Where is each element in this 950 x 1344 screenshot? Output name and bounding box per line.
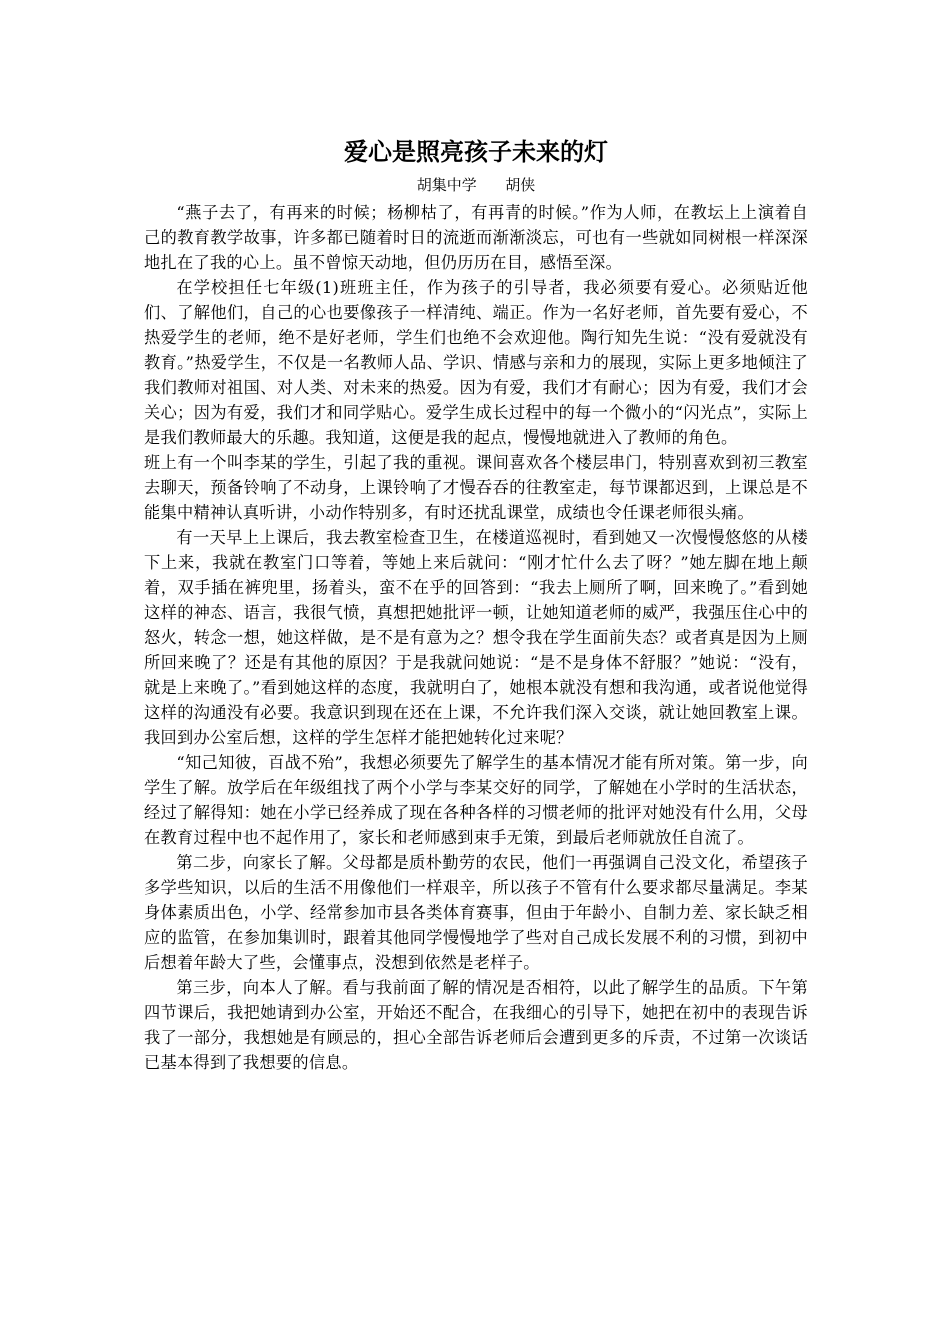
- paragraph: “燕子去了，有再来的时候；杨柳枯了，有再青的时候。”作为人师，在教坛上上演着自己的教育教学故事，许多都已随着时日的流逝而渐渐淡忘，可也有一些就如同树根一样深深地扎在了我的心上。虽不曾惊天动地，但仍历历在目，感悟至深。: [144, 203, 808, 272]
- author-byline: 胡集中学 胡侠: [416, 176, 536, 194]
- paragraph: 班上有一个叫李某的学生，引起了我的重视。课间喜欢各个楼层串门，特别喜欢到初三教室去聊天，预备铃响了不动身，上课铃响了才慢吞吞的往教室走，每节课都迟到，上课总是不能集中精神认真听讲，小动作特别多，有时还扰乱课堂，成绩也令任课老师很头痛。: [144, 453, 808, 522]
- paragraph: 第三步，向本人了解。看与我前面了解的情况是否相符，以此了解学生的品质。下午第四节课后，我把她请到办公室，开始还不配合，在我细心的引导下，她把在初中的表现告诉我了一部分，我想她是有顾忌的，担心全部告诉老师后会遭到更多的斥责，不过第一次谈话已基本得到了我想要的信息。: [144, 978, 808, 1072]
- paragraph: 在学校担任七年级(1)班班主任，作为孩子的引导者，我必须要有爱心。必须贴近他们、了解他们，自己的心也要像孩子一样清纯、端正。作为一名好老师，首先要有爱心，不热爱学生的老师，绝不是好老师，学生们也绝不会欢迎他。陶行知先生说：“没有爱就没有教育。”热爱学生，不仅是一名教师人品、学识、情感与亲和力的展现，实际上更多地倾注了我们教师对祖国、对人类、对未来的热爱。因为有爱，我们才有耐心；因为有爱，我们才会关心；因为有爱，我们才和同学贴心。爱学生成长过程中的每一个微小的“闪光点”，实际上是我们教师最大的乐趣。我知道，这便是我的起点，慢慢地就进入了教师的角色。: [144, 278, 808, 447]
- document-page: [144, 132, 808, 1075]
- paragraph: “知己知彼，百战不殆”，我想必须要先了解学生的基本情况才能有所对策。第一步，向学生了解。放学后在年级组找了两个小学与李某交好的同学，了解她在小学时的生活状态，经过了解得知：她在小学已经养成了现在各种各样的习惯老师的批评对她没有什么用，父母在教育过程中也不起作用了，家长和老师感到束手无策，到最后老师就放任自流了。: [144, 753, 808, 847]
- paragraph: 第二步，向家长了解。父母都是质朴勤劳的农民，他们一再强调自己没文化，希望孩子多学些知识，以后的生活不用像他们一样艰辛，所以孩子不管有什么要求都尽量满足。李某身体素质出色，小学、经常参加市县各类体育赛事，但由于年龄小、自制力差、家长缺乏相应的监管，在参加集训时，跟着其他同学慢慢地学了些对自己成长发展不利的习惯，到初中后想着年龄大了些，会懂事点，没想到依然是老样子。: [144, 853, 808, 972]
- paragraph: 有一天早上上课后，我去教室检查卫生，在楼道巡视时，看到她又一次慢慢悠悠的从楼下上来，我就在教室门口等着，等她上来后就问：“刚才忙什么去了呀？”她左脚在地上颠着，双手插在裤兜里，扬着头，蛮不在乎的回答到：“我去上厕所了啊，回来晚了。”看到她这样的神态、语言，我很气愤，真想把她批评一顿，让她知道老师的威严，我强压住心中的怒火，转念一想，她这样做，是不是有意为之？想令我在学生面前失态？或者真是因为上厕所回来晚了？还是有其他的原因？于是我就问她说：“是不是身体不舒服？”她说：“没有，就是上来晚了。”看到她这样的态度，我就明白了，她根本就没有想和我沟通，或者说他觉得这样的沟通没有必要。我意识到现在还在上课，不允许我们深入交谈，就让她回教室上课。我回到办公室后想，这样的学生怎样才能把她转化过来呢？: [144, 528, 808, 747]
- document-title: 爱心是照亮孩子未来的灯: [344, 138, 608, 166]
